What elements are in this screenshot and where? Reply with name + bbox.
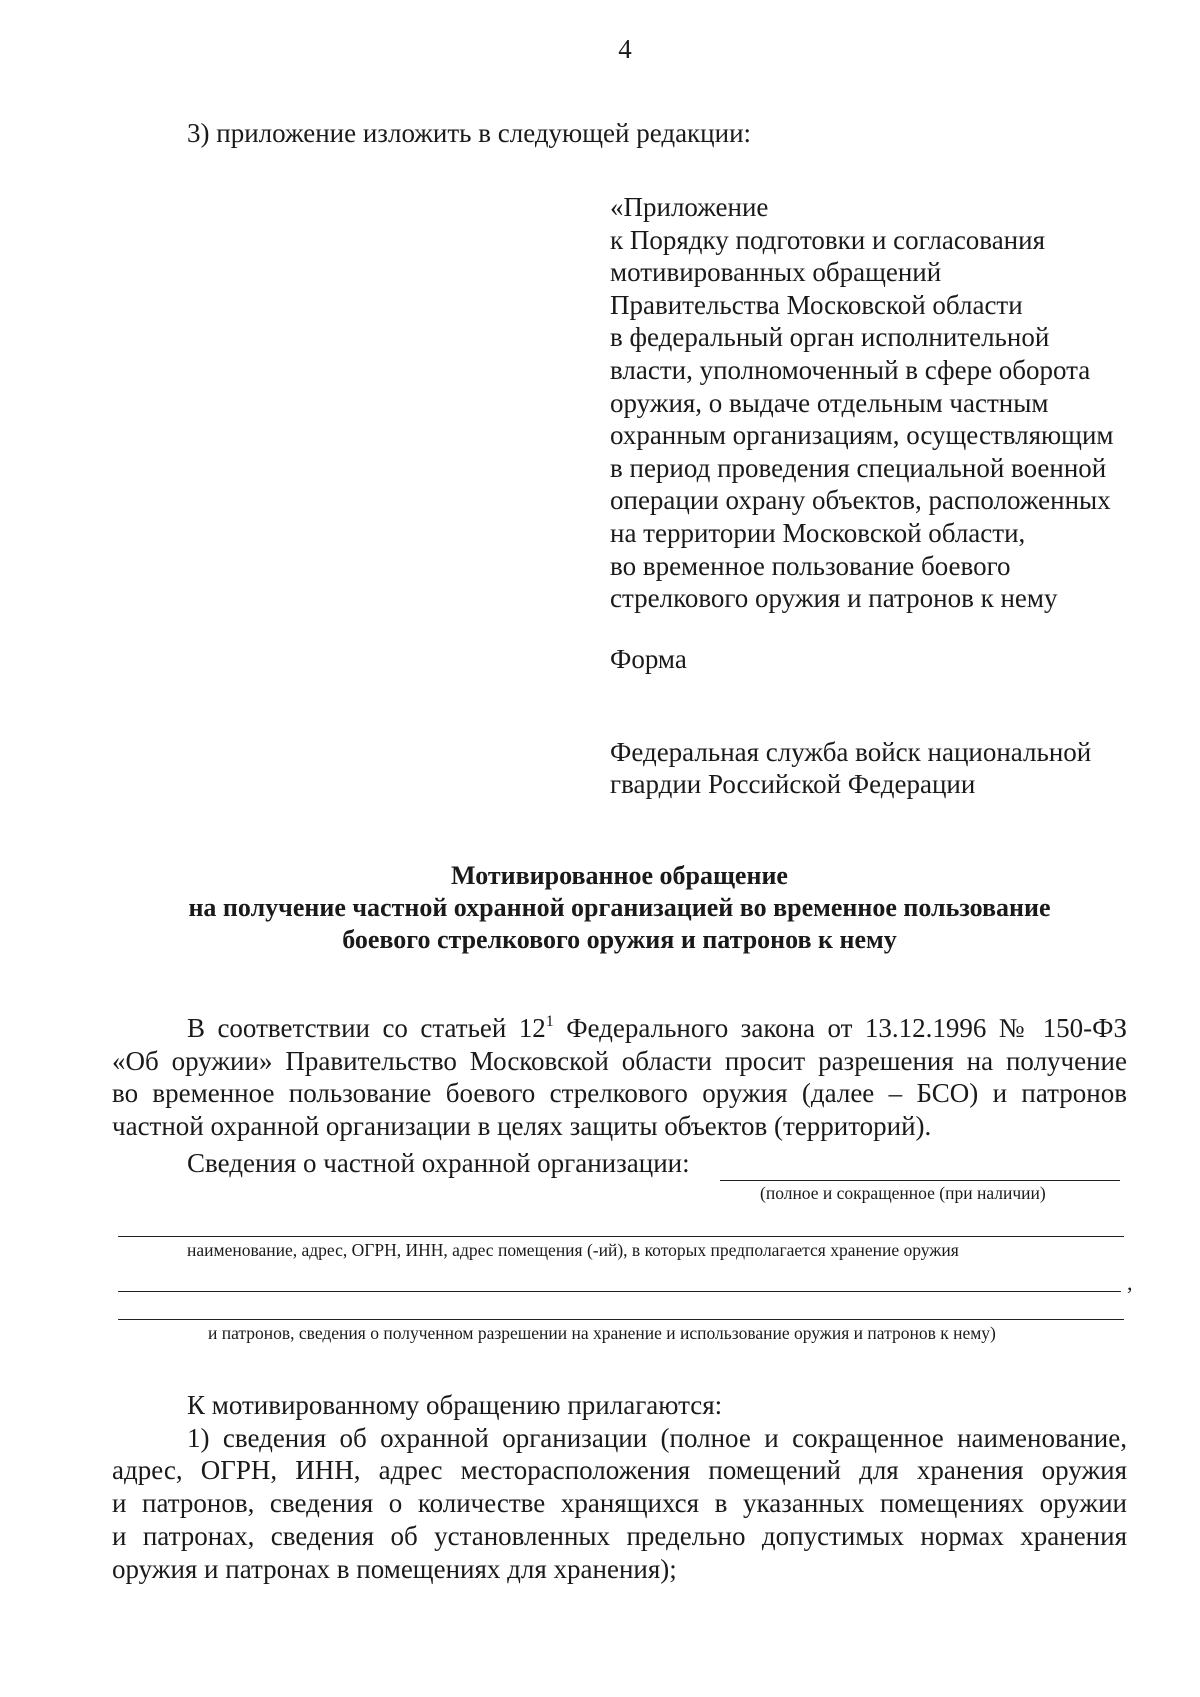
comma: ,	[1127, 1270, 1133, 1295]
text-span: Федерального закона от 13.12.1996 № 150-ФЗ	[553, 1013, 1127, 1043]
page-number: 4	[618, 34, 632, 64]
appendix-heading-block	[610, 191, 1170, 615]
attachment-item-1-line-2: адрес, ОГРН, ИНН, адрес месторасположения помещений для хранения оружия	[112, 1455, 1127, 1486]
appendix-line: Правительства Московской области	[610, 289, 1023, 320]
org-info-fill-line-2	[118, 1236, 1124, 1237]
org-info-fill-line-4	[118, 1319, 1124, 1320]
appendix-line: «Приложение	[610, 192, 769, 222]
org-info-hint-1: (полное и сокращенное (при наличии)	[760, 1183, 1046, 1203]
title-line-1: Мотивированное обращение	[451, 861, 788, 890]
org-info-hint-3: и патронов, сведения о полученном разрешении на хранение и использование оружия и патронов к нему)	[208, 1323, 996, 1343]
org-info-fill-line-1	[720, 1180, 1120, 1181]
paragraph-1	[112, 1012, 1127, 1143]
paragraph-1-line-4: частной охранной организации в целях защиты объектов (территорий).	[112, 1111, 932, 1142]
appendix-line: во временное пользование боевого	[610, 550, 1011, 581]
attachment-item-1-line-1: 1) сведения об охранной организации (полное и сокращенное наименование,	[187, 1422, 1127, 1453]
org-info-fill-line-3	[118, 1291, 1121, 1292]
appendix-line: в период проведения специальной военной	[610, 452, 1107, 483]
appendix-line: мотивированных обращений	[610, 257, 942, 288]
attachment-item-1-line-4: и патронах, сведения об установленных предельно допустимых нормах хранения	[112, 1520, 1127, 1551]
attachments-intro: К мотивированному обращению прилагаются:	[187, 1390, 723, 1420]
org-info-hint-2: наименование, адрес, ОГРН, ИНН, адрес помещения (-ий), в которых предполагается хранение оружия	[187, 1240, 959, 1260]
superscript: 1	[545, 1013, 554, 1030]
document-title	[112, 860, 1127, 956]
appendix-line: к Порядку подготовки и согласования	[610, 224, 1045, 255]
attachments-section	[112, 1389, 1127, 1585]
appendix-line: охранным организациям, осуществляющим	[610, 420, 1114, 451]
addressee-line-2: гвардии Российской Федерации	[610, 769, 976, 799]
appendix-line: стрелкового оружия и патронов к нему	[610, 583, 1058, 614]
org-info-label: Сведения о частной охранной организации:	[187, 1148, 690, 1178]
appendix-line: операции охрану объектов, расположенных	[610, 485, 1111, 516]
appendix-line: власти, уполномоченный в сфере оборота	[610, 354, 1091, 385]
title-line-2: на получение частной охранной организацией во временное пользование	[188, 893, 1051, 922]
paragraph-1-line-3: во временное пользование боевого стрелкового оружия (далее – БСО) и патронов	[112, 1078, 1127, 1109]
intro-text: 3) приложение изложить в следующей редакции:	[187, 118, 752, 148]
attachment-item-1-line-3: и патронов, сведения о количестве хранящихся в указанных помещениях оружии	[112, 1488, 1127, 1519]
appendix-line: оружия, о выдаче отдельным частным	[610, 387, 1049, 418]
text-span: В соответствии со статьей 12	[187, 1013, 546, 1043]
paragraph-1-line-1	[112, 1012, 1127, 1045]
addressee-block	[610, 736, 1091, 800]
appendix-line: на территории Московской области,	[610, 517, 1026, 548]
addressee-line-1: Федеральная служба войск национальной	[610, 737, 1092, 767]
title-line-3: боевого стрелкового оружия и патронов к нему	[342, 925, 897, 954]
attachment-item-1-line-5: оружия и патронах в помещениях для хранения);	[112, 1553, 677, 1584]
appendix-line: в федеральный орган исполнительной	[610, 322, 1050, 353]
form-label: Форма	[610, 644, 687, 674]
paragraph-1-line-2: «Об оружии» Правительство Московской области просит разрешения на получение	[112, 1045, 1127, 1076]
